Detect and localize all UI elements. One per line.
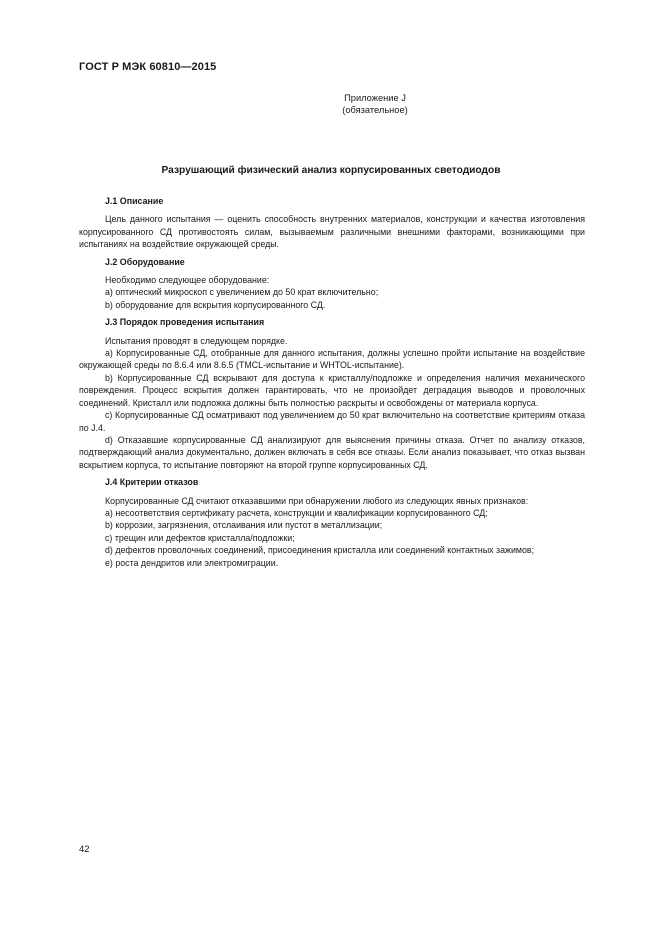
section-heading-j3: J.3 Порядок проведения испытания [105, 317, 265, 328]
paragraph-j1-1: Цель данного испытания — оценить способность внутренних материалов, конструкции и качества изготовления корпусированного СД противостоять силам, вызываемым различными внешними факторами, возникающими при испытаниях на воздействие окружающей среды. [79, 214, 585, 250]
section-heading-j2: J.2 Оборудование [105, 256, 185, 267]
standard-designation: ГОСТ Р МЭК 60810—2015 [79, 61, 217, 73]
paragraph-j2-1: Необходимо следующее оборудование: [105, 275, 270, 286]
document-body [79, 195, 585, 569]
paragraph-j4-1: Корпусированные СД считают отказавшими при обнаружении любого из следующих явных признаков: [105, 495, 529, 506]
list-item-j4-d: d) дефектов проволочных соединений, присоединения кристалла или соединений контактных зажимов; [105, 545, 535, 556]
paragraph-j3-1: Испытания проводят в следующем порядке. [105, 335, 288, 346]
section-heading-j1: J.1 Описание [105, 196, 164, 206]
page-number: 42 [79, 844, 90, 855]
list-item-j3-a: а) Корпусированные СД, отобранные для данного испытания, должны успешно пройти испытание на воздействие окружающей среды по 8.6.4 или 8.6.5 (TMCL-испытание и WHTOL-испытание). [79, 348, 585, 371]
list-item-j4-a: а) несоответствия сертификату расчета, конструкции и квалификации корпусированного СД; [105, 507, 488, 518]
section-heading-j4: J.4 Критерии отказов [105, 477, 199, 488]
list-item-j3-d: d) Отказавшие корпусированные СД анализируют для выяснения причины отказа. Отчет по анализу отказов, подтверждающий анализ документально, должен включать в себя все отказы. Если анализ показывает, что отказ вызван вскрытием корпуса, то испытание повторяют на второй группе корпусированных СД. [79, 434, 585, 470]
list-item-j4-c: c) трещин или дефектов кристалла/подложки; [105, 532, 295, 543]
list-item-j3-c: c) Корпусированные СД осматривают под увеличением до 50 крат включительно на соответствие критериям отказа по J.4. [79, 410, 585, 433]
list-item-j2-a: а) оптический микроскоп с увеличением до 50 крат включительно; [105, 287, 379, 298]
appendix-label: Приложение J [344, 93, 406, 103]
list-item-j4-e: e) роста дендритов или электромиграции. [105, 557, 279, 568]
list-item-j4-b: b) коррозии, загрязнения, отслаивания или пустот в металлизации; [105, 520, 383, 531]
list-item-j3-b: b) Корпусированные СД вскрывают для доступа к кристаллу/подложке и определения наличия механического повреждения. Процесс вскрытия должен гарантировать, что не произойдет деградация выводов и проволочных соединений. Кристалл или подложка должны быть полностью раскрыты и освобождены от материала корпуса. [79, 372, 585, 408]
appendix-block [280, 92, 470, 116]
appendix-status: (обязательное) [342, 105, 408, 115]
list-item-j2-b: b) оборудование для вскрытия корпусированного СД. [105, 299, 326, 310]
appendix-title: Разрушающий физический анализ корпусированных светодиодов [161, 165, 501, 176]
